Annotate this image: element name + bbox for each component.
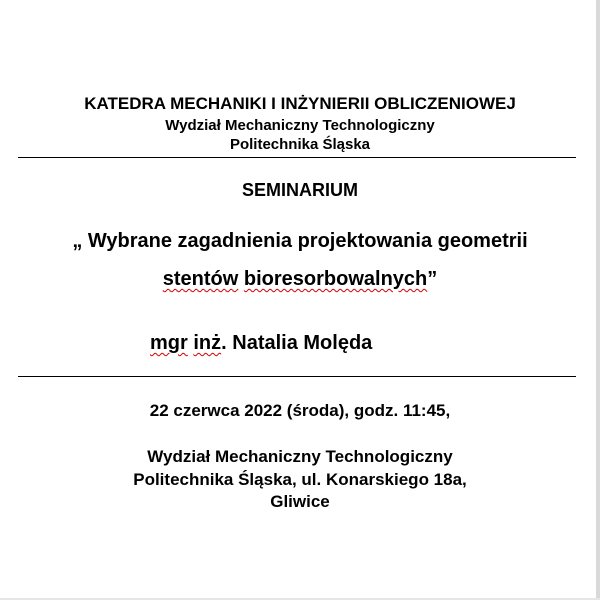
event-type: SEMINARIUM <box>242 180 358 200</box>
seminar-title-line2 <box>0 268 600 291</box>
seminar-datetime: 22 czerwca 2022 (środa), godz. 11:45, <box>149 401 451 420</box>
department-heading: KATEDRA MECHANIKI I INŻYNIERII OBLICZENIOWEJ <box>84 94 516 113</box>
speaker-name <box>150 332 372 355</box>
title-word-bioresorbowalnych: bioresorbowalnych <box>243 268 428 290</box>
speaker-degree-inz: inż <box>193 332 222 354</box>
speaker-degree-mgr: mgr <box>150 332 188 354</box>
seminar-title-line1: „ Wybrane zagadnienia projektowania geometrii <box>72 230 528 252</box>
page-edge-right <box>596 0 600 600</box>
speaker-fullname: . Natalia Molęda <box>221 332 373 354</box>
bottom-divider <box>18 376 576 377</box>
closing-quote: ” <box>427 268 438 290</box>
venue-line3: Gliwice <box>270 492 330 511</box>
venue-line1: Wydział Mechaniczny Technologiczny <box>147 447 453 466</box>
top-divider <box>18 157 576 158</box>
venue-line2: Politechnika Śląska, ul. Konarskiego 18a, <box>133 470 467 489</box>
title-word-stentow: stentów <box>162 268 239 290</box>
university-name: Politechnika Śląska <box>229 136 371 153</box>
faculty-name: Wydział Mechaniczny Technologiczny <box>165 117 435 134</box>
